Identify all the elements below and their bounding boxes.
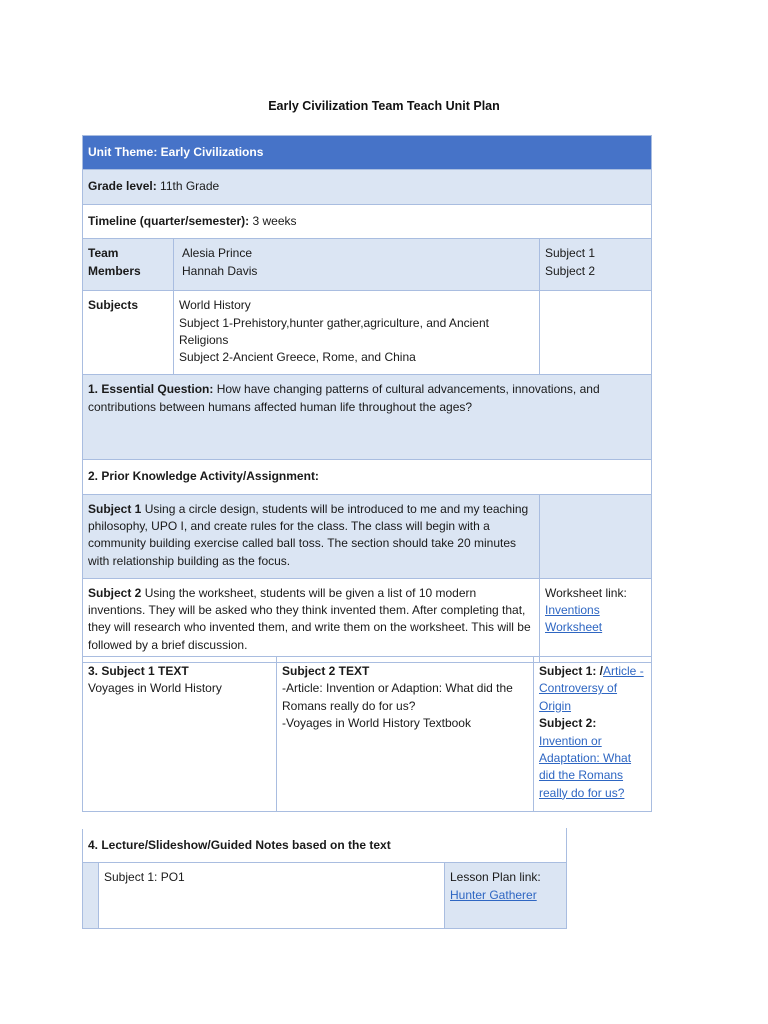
grade-level-row — [83, 170, 652, 204]
article-controversy-link[interactable]: Article -Controversy of Origin — [539, 664, 644, 713]
timeline-label: Timeline (quarter/semester): — [88, 213, 250, 228]
subject2-activity-label: Subject 2 — [88, 585, 142, 600]
unit-theme-row — [83, 136, 652, 170]
inventions-worksheet-link[interactable]: Inventions Worksheet — [545, 603, 603, 635]
lecture-grid — [82, 828, 567, 929]
subject1-empty-cell — [540, 494, 652, 578]
subjects-row — [83, 291, 652, 375]
essential-question-row — [83, 375, 652, 460]
subjects-empty-cell — [540, 291, 652, 375]
team-subject-2: Subject 2 — [545, 263, 596, 278]
unit-plan-grid — [82, 135, 652, 663]
texts-grid — [82, 656, 652, 812]
team-label-line2: Members — [88, 263, 141, 278]
team-members-row — [83, 239, 652, 291]
lecture-header-row — [83, 829, 567, 863]
lecture-content-row — [83, 863, 567, 929]
subjects-line-1: World History — [179, 298, 251, 313]
subject1-activity-text: Using a circle design, students will be introduced to me and my teaching philosophy, UPO I, and create rules for the class. The class will begin with a community building exercise called ball toss. The section should take 20 minutes with relationship building as the focus. — [88, 501, 529, 568]
subject2-text-label: Subject 2 TEXT — [282, 664, 370, 678]
subject2-text-line-2: -Voyages in World History Textbook — [282, 716, 471, 731]
timeline-value: 3 weeks — [249, 213, 297, 228]
timeline-row — [83, 204, 652, 238]
lecture-subject: Subject 1: PO1 — [99, 863, 445, 929]
subject1-activity-label: Subject 1 — [88, 501, 142, 516]
invention-adaptation-link[interactable]: Invention or Adaptation: What did the Romans really do for us? — [539, 733, 632, 800]
subject1-activity-row — [83, 494, 652, 578]
team-label-line1: Team — [88, 246, 119, 261]
subject2-text-line-1: -Article: Invention or Adaption: What did the Romans really do for us? — [282, 681, 513, 713]
worksheet-link-label: Worksheet link: — [545, 585, 627, 600]
team-member-2: Hannah Davis — [182, 263, 258, 278]
document-title: Early Civilization Team Teach Unit Plan — [268, 99, 500, 113]
texts-row — [83, 657, 652, 812]
grade-value: 11th Grade — [156, 179, 220, 194]
subject2-activity-row — [83, 578, 652, 662]
team-subject-1: Subject 1 — [545, 246, 596, 261]
resource-subject1-label: Subject 1: / — [539, 664, 604, 678]
subject1-text-label: 3. Subject 1 TEXT — [88, 664, 189, 678]
resource-subject2-label: Subject 2: — [539, 716, 597, 731]
subjects-line-3: Subject 2-Ancient Greece, Rome, and China — [179, 350, 416, 365]
lesson-plan-link-label: Lesson Plan link: — [450, 870, 541, 885]
hunter-gatherer-link[interactable]: Hunter Gatherer — [450, 887, 537, 902]
lecture-label: 4. Lecture/Slideshow/Guided Notes based on the text — [83, 829, 567, 863]
essential-question-label: 1. Essential Question: — [88, 382, 214, 397]
prior-knowledge-label: 2. Prior Knowledge Activity/Assignment: — [83, 460, 652, 494]
grade-label: Grade level: — [88, 179, 157, 194]
subject1-text-value: Voyages in World History — [88, 681, 222, 696]
subjects-label: Subjects — [83, 291, 174, 375]
team-member-1: Alesia Prince — [182, 246, 253, 261]
subject2-activity-text: Using the worksheet, students will be given a list of 10 modern inventions. They will be asked who they think invented them. After completing that, they will research who invented them, and write them on the worksheet. This will be followed by a brief discussion. — [88, 585, 531, 652]
unit-theme-header: Unit Theme: Early Civilizations — [83, 136, 652, 170]
subjects-line-2: Subject 1-Prehistory,hunter gather,agriculture, and Ancient Religions — [179, 315, 489, 348]
prior-knowledge-row — [83, 460, 652, 494]
lecture-indent-cell — [83, 863, 99, 929]
essential-question-text: How have changing patterns of cultural advancements, innovations, and contributions between humans affected human life throughout the ages? — [88, 382, 600, 414]
